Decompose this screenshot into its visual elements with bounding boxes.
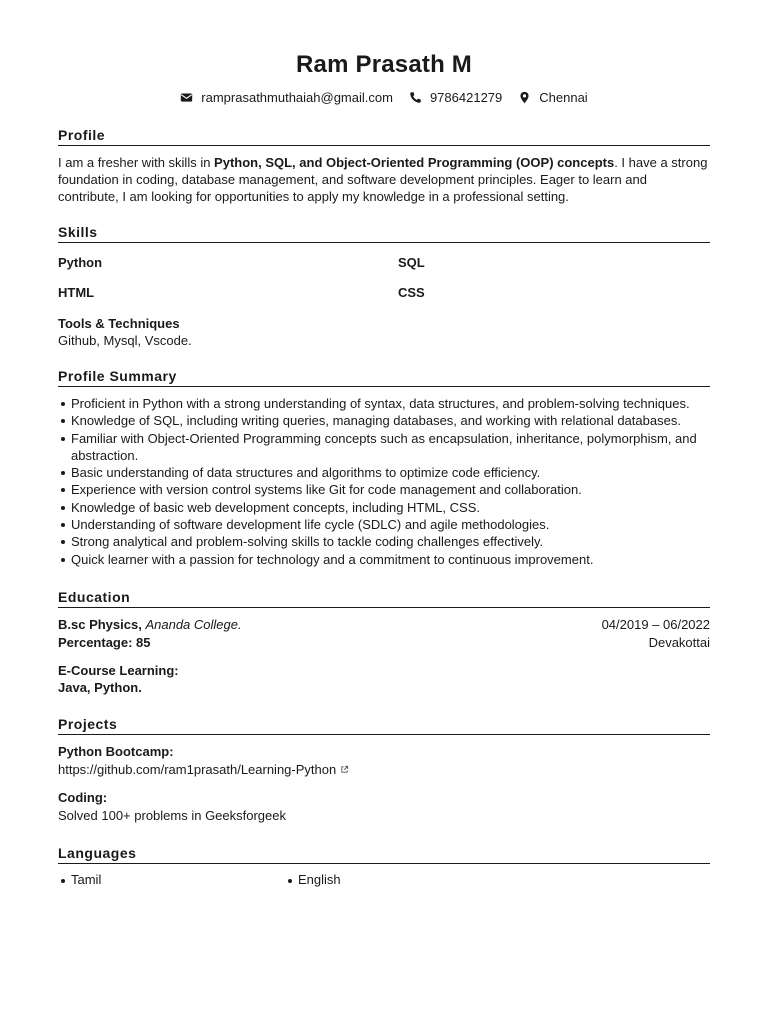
profile-text-end: . I have a strong foundation in coding, database management, and software development principles. Eager to learn and contribute, I am looking for opportunities to apply my knowledge in a professional setting. [58, 155, 708, 204]
summary-heading: Profile Summary [58, 368, 710, 387]
list-item: Experience with version control systems like Git for code management and collaboration. [71, 481, 710, 498]
profile-text-start: I am a fresher with skills in [58, 155, 215, 170]
projects-heading: Projects [58, 716, 710, 735]
summary-list [58, 395, 710, 568]
college: Ananda College. [145, 616, 242, 632]
list-item: Basic understanding of data structures and algorithms to optimize code efficiency. [71, 464, 710, 481]
project-title: Python Bootcamp: [58, 743, 174, 759]
degree: B.sc Physics, [58, 616, 142, 632]
summary-section [58, 368, 710, 568]
education-section [58, 589, 710, 696]
education-place: Devakottai [648, 634, 710, 650]
envelope-icon [180, 91, 193, 104]
languages-list [58, 872, 710, 887]
profile-section [58, 127, 710, 205]
percentage: Percentage: 85 [58, 634, 151, 650]
profile-text-skills: Python, SQL, and Object-Oriented Programming (OOP) concepts [214, 155, 615, 170]
education-heading: Education [58, 589, 710, 608]
phone-icon [409, 91, 422, 104]
external-link-icon [340, 761, 349, 779]
skills-heading: Skills [58, 224, 710, 243]
contact-phone[interactable] [409, 90, 502, 105]
education-entry [58, 616, 710, 634]
education-dates: 04/2019 – 06/2022 [601, 616, 710, 632]
project-title: Coding: [58, 789, 108, 805]
location-text: Chennai [539, 90, 588, 105]
list-item: Knowledge of SQL, including writing queries, managing databases, and working with relational databases. [71, 412, 710, 429]
resume-page [58, 50, 710, 887]
ecourse-block [58, 662, 710, 696]
skill-item: Python [58, 255, 103, 270]
list-item: Familiar with Object-Oriented Programming concepts such as encapsulation, inheritance, polymorphism, and abstraction. [71, 430, 710, 465]
list-item: Tamil [71, 872, 298, 887]
languages-heading: Languages [58, 845, 710, 864]
skills-grid [58, 255, 710, 300]
projects-section [58, 716, 710, 825]
education-entry-details [58, 634, 710, 652]
project-entry [58, 789, 710, 825]
tools-value: Github, Mysql, Vscode. [58, 333, 192, 348]
list-item: Quick learner with a passion for technology and a commitment to continuous improvement. [71, 551, 710, 568]
candidate-name: Ram Prasath M [296, 51, 472, 78]
project-link[interactable] [58, 761, 710, 779]
profile-heading: Profile [58, 127, 710, 146]
contact-email[interactable] [180, 90, 393, 105]
contact-location [518, 90, 587, 105]
skill-item: HTML [58, 285, 95, 300]
list-item: Knowledge of basic web development concepts, including HTML, CSS. [71, 499, 710, 516]
contact-bar [58, 90, 710, 105]
list-item: Understanding of software development life cycle (SDLC) and agile methodologies. [71, 516, 710, 533]
project-entry [58, 743, 710, 779]
tools-label: Tools & Techniques [58, 316, 180, 331]
ecourse-label: E-Course Learning: [58, 662, 179, 678]
skills-section [58, 224, 710, 349]
ecourse-value: Java, Python. [58, 679, 142, 695]
profile-text [58, 154, 710, 205]
list-item: English [298, 872, 498, 887]
list-item: Proficient in Python with a strong understanding of syntax, data structures, and problem-solving techniques. [71, 395, 710, 412]
languages-section [58, 845, 710, 887]
phone-text: 9786421279 [429, 90, 503, 105]
tools-block [58, 315, 710, 349]
location-pin-icon [518, 91, 531, 104]
project-description: Solved 100+ problems in Geeksforgeek [58, 807, 286, 823]
project-url[interactable]: https://github.com/ram1prasath/Learning-Python [58, 761, 337, 777]
skill-item: SQL [398, 255, 425, 270]
skill-item: CSS [398, 285, 425, 300]
email-text: ramprasathmuthaiah@gmail.com [201, 90, 393, 105]
list-item: Strong analytical and problem-solving skills to tackle coding challenges effectively. [71, 533, 710, 550]
